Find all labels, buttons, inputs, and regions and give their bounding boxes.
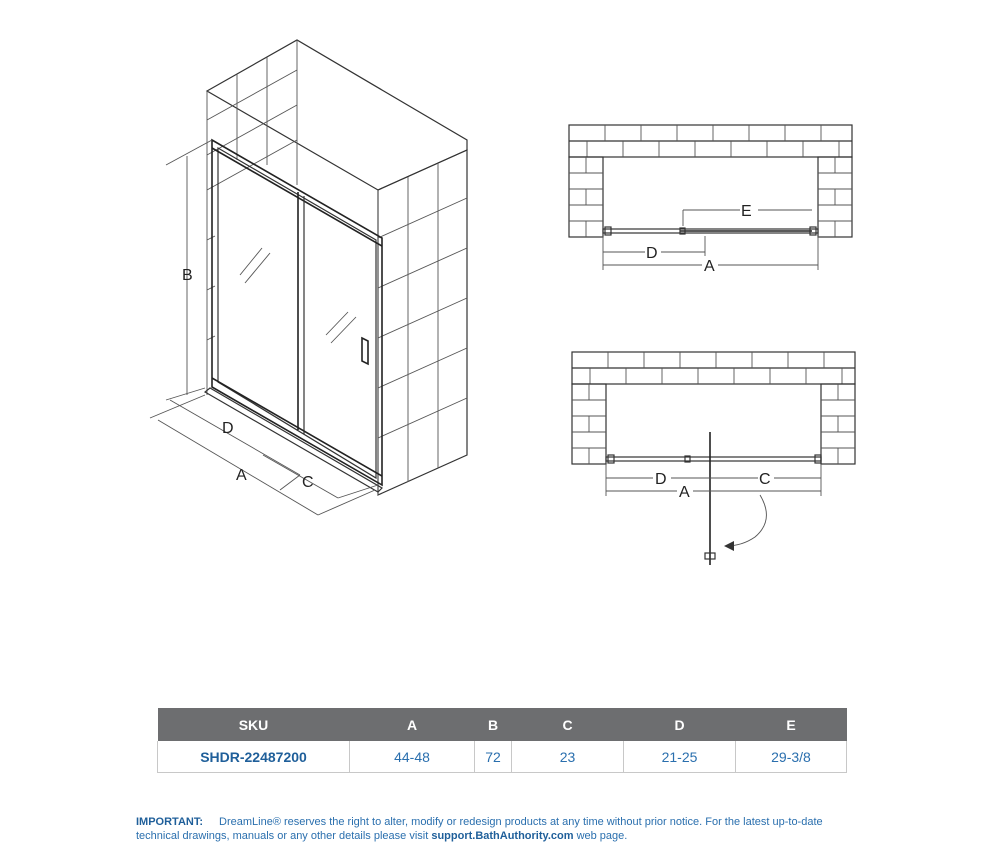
notice-label: IMPORTANT: [136,816,204,828]
top2-label-d: D [655,471,667,488]
brick-wall-top-2 [572,352,855,464]
cell-sku: SHDR-22487200 [158,741,350,773]
notice-text-2: web page. [573,830,628,842]
iso-label-c: C [302,474,314,491]
spec-table [157,708,847,773]
swing-panels-top [606,432,821,565]
header-e: E [736,708,847,741]
iso-label-b: B [182,267,193,284]
cell-d: 21-25 [624,741,736,773]
top2-label-c: C [759,471,771,488]
header-d: D [624,708,736,741]
cell-a: 44-48 [350,741,475,773]
top2-label-a: A [679,484,690,501]
header-c: C [512,708,624,741]
cell-c: 23 [512,741,624,773]
top1-label-a: A [704,258,715,275]
cell-e: 29-3/8 [736,741,847,773]
swing-arrow-icon [724,541,734,551]
notice-text-1: DreamLine® reserves the right to alter, modify or redesign products at any time without prior notice. For the latest up-to-date technical drawings, manuals or any other details please visit [136,816,823,842]
header-a: A [350,708,475,741]
iso-label-a: A [236,467,247,484]
header-sku: SKU [158,708,350,741]
support-link[interactable]: support.BathAuthority.com [431,830,574,842]
cell-b: 72 [475,741,512,773]
important-notice [136,815,866,843]
header-b: B [475,708,512,741]
top1-label-d: D [646,245,658,262]
table-row [158,741,847,773]
top1-label-e: E [741,203,752,220]
iso-label-d: D [222,420,234,437]
spec-table-header-row [158,708,847,741]
top2-dimensions [606,464,821,501]
